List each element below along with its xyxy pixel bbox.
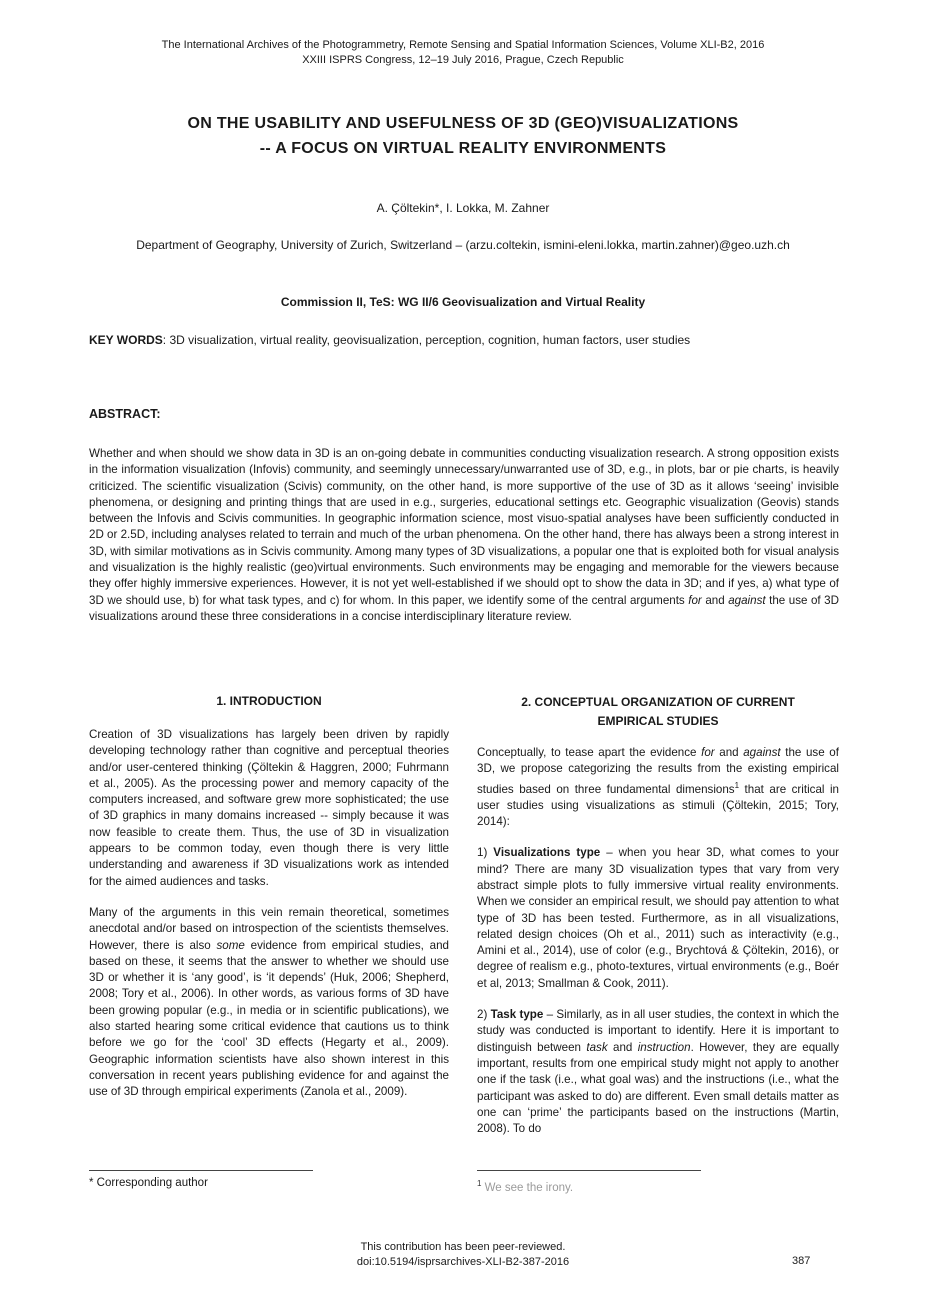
task-type-number: 2) <box>477 1008 491 1022</box>
task-type-label: Task type <box>490 1008 544 1022</box>
footer <box>0 1240 926 1270</box>
concept-p1-em-against: against <box>743 746 781 759</box>
task-type-paragraph <box>477 1007 839 1137</box>
intro-p2-em: some <box>216 938 245 952</box>
right-column-body <box>477 745 839 1152</box>
section-2-heading-line-2: EMPIRICAL STUDIES <box>597 714 719 728</box>
task-type-em-instruction: instruction <box>637 1040 691 1054</box>
left-footnote: * Corresponding author <box>89 1177 208 1189</box>
concept-p1-em-for: for <box>701 746 715 759</box>
abstract-body <box>89 446 839 625</box>
right-footnote-marker: 1 <box>477 1179 482 1188</box>
section-1-heading: 1. INTRODUCTION <box>216 694 322 708</box>
right-footnote-rule <box>477 1170 701 1171</box>
abstract-heading: ABSTRACT: <box>89 407 161 421</box>
vis-type-label: Visualizations type <box>493 846 601 860</box>
abstract-em-for: for <box>688 593 702 607</box>
section-2-heading-line-1: 2. CONCEPTUAL ORGANIZATION OF CURRENT <box>521 695 795 709</box>
running-header <box>0 38 926 68</box>
task-type-em-task: task <box>586 1040 608 1054</box>
left-footnote-rule <box>89 1170 313 1171</box>
abstract-text-b: and <box>701 593 729 607</box>
keywords <box>89 333 839 347</box>
authors: A. Çöltekin*, I. Lokka, M. Zahner <box>376 201 550 215</box>
abstract-text-c: the use of 3D visualizations around these three considerations in a concise interdisciplinary literature review. <box>89 593 840 623</box>
concept-p1-text-a: Conceptually, to tease apart the evidence <box>477 746 702 759</box>
section-2-heading <box>477 693 839 731</box>
intro-paragraph-1: Creation of 3D visualizations has largely been driven by rapidly developing technology rather than cognitive and perceptual theories and/or user-centered thinking (Çöltekin & Haggren, 2000; Fuhrmann et al., 2005). As the processing power and memory capacity of the computers increased, and software grew more sophisticated; the use of 3D graphics in many domains increased -- simply because it was now feasible to create them. Thus, the use of 3D in visualization appears to be common today, even though there is very little understanding and awareness if 3D visualizations work as intended for the aimed audiences and tasks. <box>89 728 449 888</box>
affiliation: Department of Geography, University of Zurich, Switzerland – (arzu.coltekin, ismini-eleni.lokka, martin.zahner)@geo.uzh.ch <box>136 238 790 252</box>
keywords-label: KEY WORDS <box>89 333 163 347</box>
abstract-em-against: against <box>728 593 766 607</box>
title-line-2: -- A FOCUS ON VIRTUAL REALITY ENVIRONMENTS <box>259 140 667 157</box>
vis-type-number: 1) <box>477 846 494 860</box>
concept-p1-text-c: the use of 3D, we propose categorizing the results from the existing empirical studies based on three fundamental dimensions <box>477 746 839 796</box>
right-footnote <box>477 1179 573 1194</box>
footer-doi: doi:10.5194/isprsarchives-XLI-B2-387-2016 <box>356 1256 570 1268</box>
task-type-text-a: – Similarly, as in all user studies, the context in which the study was conducted is important to identify. Here it is important to distinguish between <box>477 1008 840 1054</box>
concept-paragraph-1 <box>477 745 839 830</box>
footnote-marker-1: 1 <box>734 780 740 790</box>
header-line-1: The International Archives of the Photogrammetry, Remote Sensing and Spatial Information Sciences, Volume XLI-B2, 2016 <box>161 39 765 51</box>
task-type-text-c: . However, they are equally important, results from one empirical study might not apply to another one if the task (i.e., what goal was) and the instructions (i.e., what the participant was asked to do) are different. Even small details matter as one can ‘prime’ the participants based on the instructions (Martin, 2008). To do <box>477 1040 839 1136</box>
vis-type-text: – when you hear 3D, what comes to your mind? There are many 3D visualization types that vary from very abstract simple plots to fully immersive virtual reality environments. When we consider an empirical result, we should pay attention to what type of 3D has been tested. Furthermore, as in all visualizations, related design choices (Oh et al., 2011) such as interactivity (e.g., Amini et al., 2014), use of color (e.g., Brychtová & Çöltekin, 2016), or degree of realism e.g., photo-textures, virtual environments (e.g., Boér et al, 2013; Smallman & Cook, 2011). <box>477 846 839 990</box>
intro-p2-text-a: Many of the arguments in this vein remain theoretical, sometimes anecdotal and/or based on introspection of the scientists themselves. However, there is also <box>89 905 449 952</box>
commission: Commission II, TeS: WG II/6 Geovisualization and Virtual Reality <box>280 295 646 309</box>
intro-p2-text-b: evidence from empirical studies, and based on these, it seems that the answer to whether we should use 3D or whether it is ‘any good’, is ‘it depends’ (Huk, 2006; Shepherd, 2008; Tory et al., 2006). In other words, as various forms of 3D have been growing popular (e.g., in media or in scientific publications), we also started hearing some critical evidence that cautions us to think before we go for the ‘cool’ 3D effects (Hegarty et al., 2009). Geographic information scientists have also shown interest in this conversation in recent years publishing evidence for and against the use of 3D through empirical experiments (Zanola et al., 2009). <box>89 938 450 1099</box>
header-line-2: XXIII ISPRS Congress, 12–19 July 2016, Prague, Czech Republic <box>302 54 624 66</box>
paper-title <box>0 111 926 161</box>
intro-paragraph-2 <box>89 905 449 1101</box>
right-footnote-text: We see the irony. <box>481 1181 574 1194</box>
left-column-body <box>89 727 449 1116</box>
visualization-type-paragraph <box>477 845 839 992</box>
task-type-text-b: and <box>607 1040 638 1054</box>
footer-line-1: This contribution has been peer-reviewed. <box>360 1241 566 1253</box>
page-number: 387 <box>792 1255 811 1267</box>
concept-p1-text-d: that are critical in user studies using visualizations as stimuli (Çöltekin, 2015; Tory, 2014): <box>477 782 840 829</box>
title-line-1: ON THE USABILITY AND USEFULNESS OF 3D (GEO)VISUALIZATIONS <box>187 115 739 132</box>
concept-p1-text-b: and <box>714 746 744 759</box>
keywords-text: : 3D visualization, virtual reality, geovisualization, perception, cognition, human factors, user studies <box>162 333 691 347</box>
abstract-text-a: Whether and when should we show data in 3D is an on-going debate in communities conducting visualization research. A strong opposition exists in the information visualization (Infovis) community, and seemingly unnecessary/unwarranted use of 3D, e.g., in plots, bar or pie charts, is heavily criticized. The scientific visualization (Scivis) community, on the other hand, is more supportive of the use of 3D as it allows ‘seeing’ invisible phenomena, or designing and printing things that are used in e.g., surgeries, educational settings etc. Geographic visualization (Geovis) stands between the Infovis and Scivis communities. In geographic information science, most visuo-spatial analyses have been sufficiently conducted in 2D or 2.5D, including analyses related to terrain and much of the urban phenomena. On the other hand, there has always been a strong interest in 3D, with similar motivations as in Scivis community. Among many types of 3D visualizations, a popular one that is exploited both for visual analysis and visualization is the highly realistic (geo)virtual environments. Such environments may be engaging and memorable for the viewers because they offer highly immersive experiences. However, it is not yet well-established if we should opt to show the data in 3D; and if yes, a) what type of 3D we should use, b) for what task types, and c) for whom. In this paper, we identify some of the central arguments <box>89 447 839 607</box>
